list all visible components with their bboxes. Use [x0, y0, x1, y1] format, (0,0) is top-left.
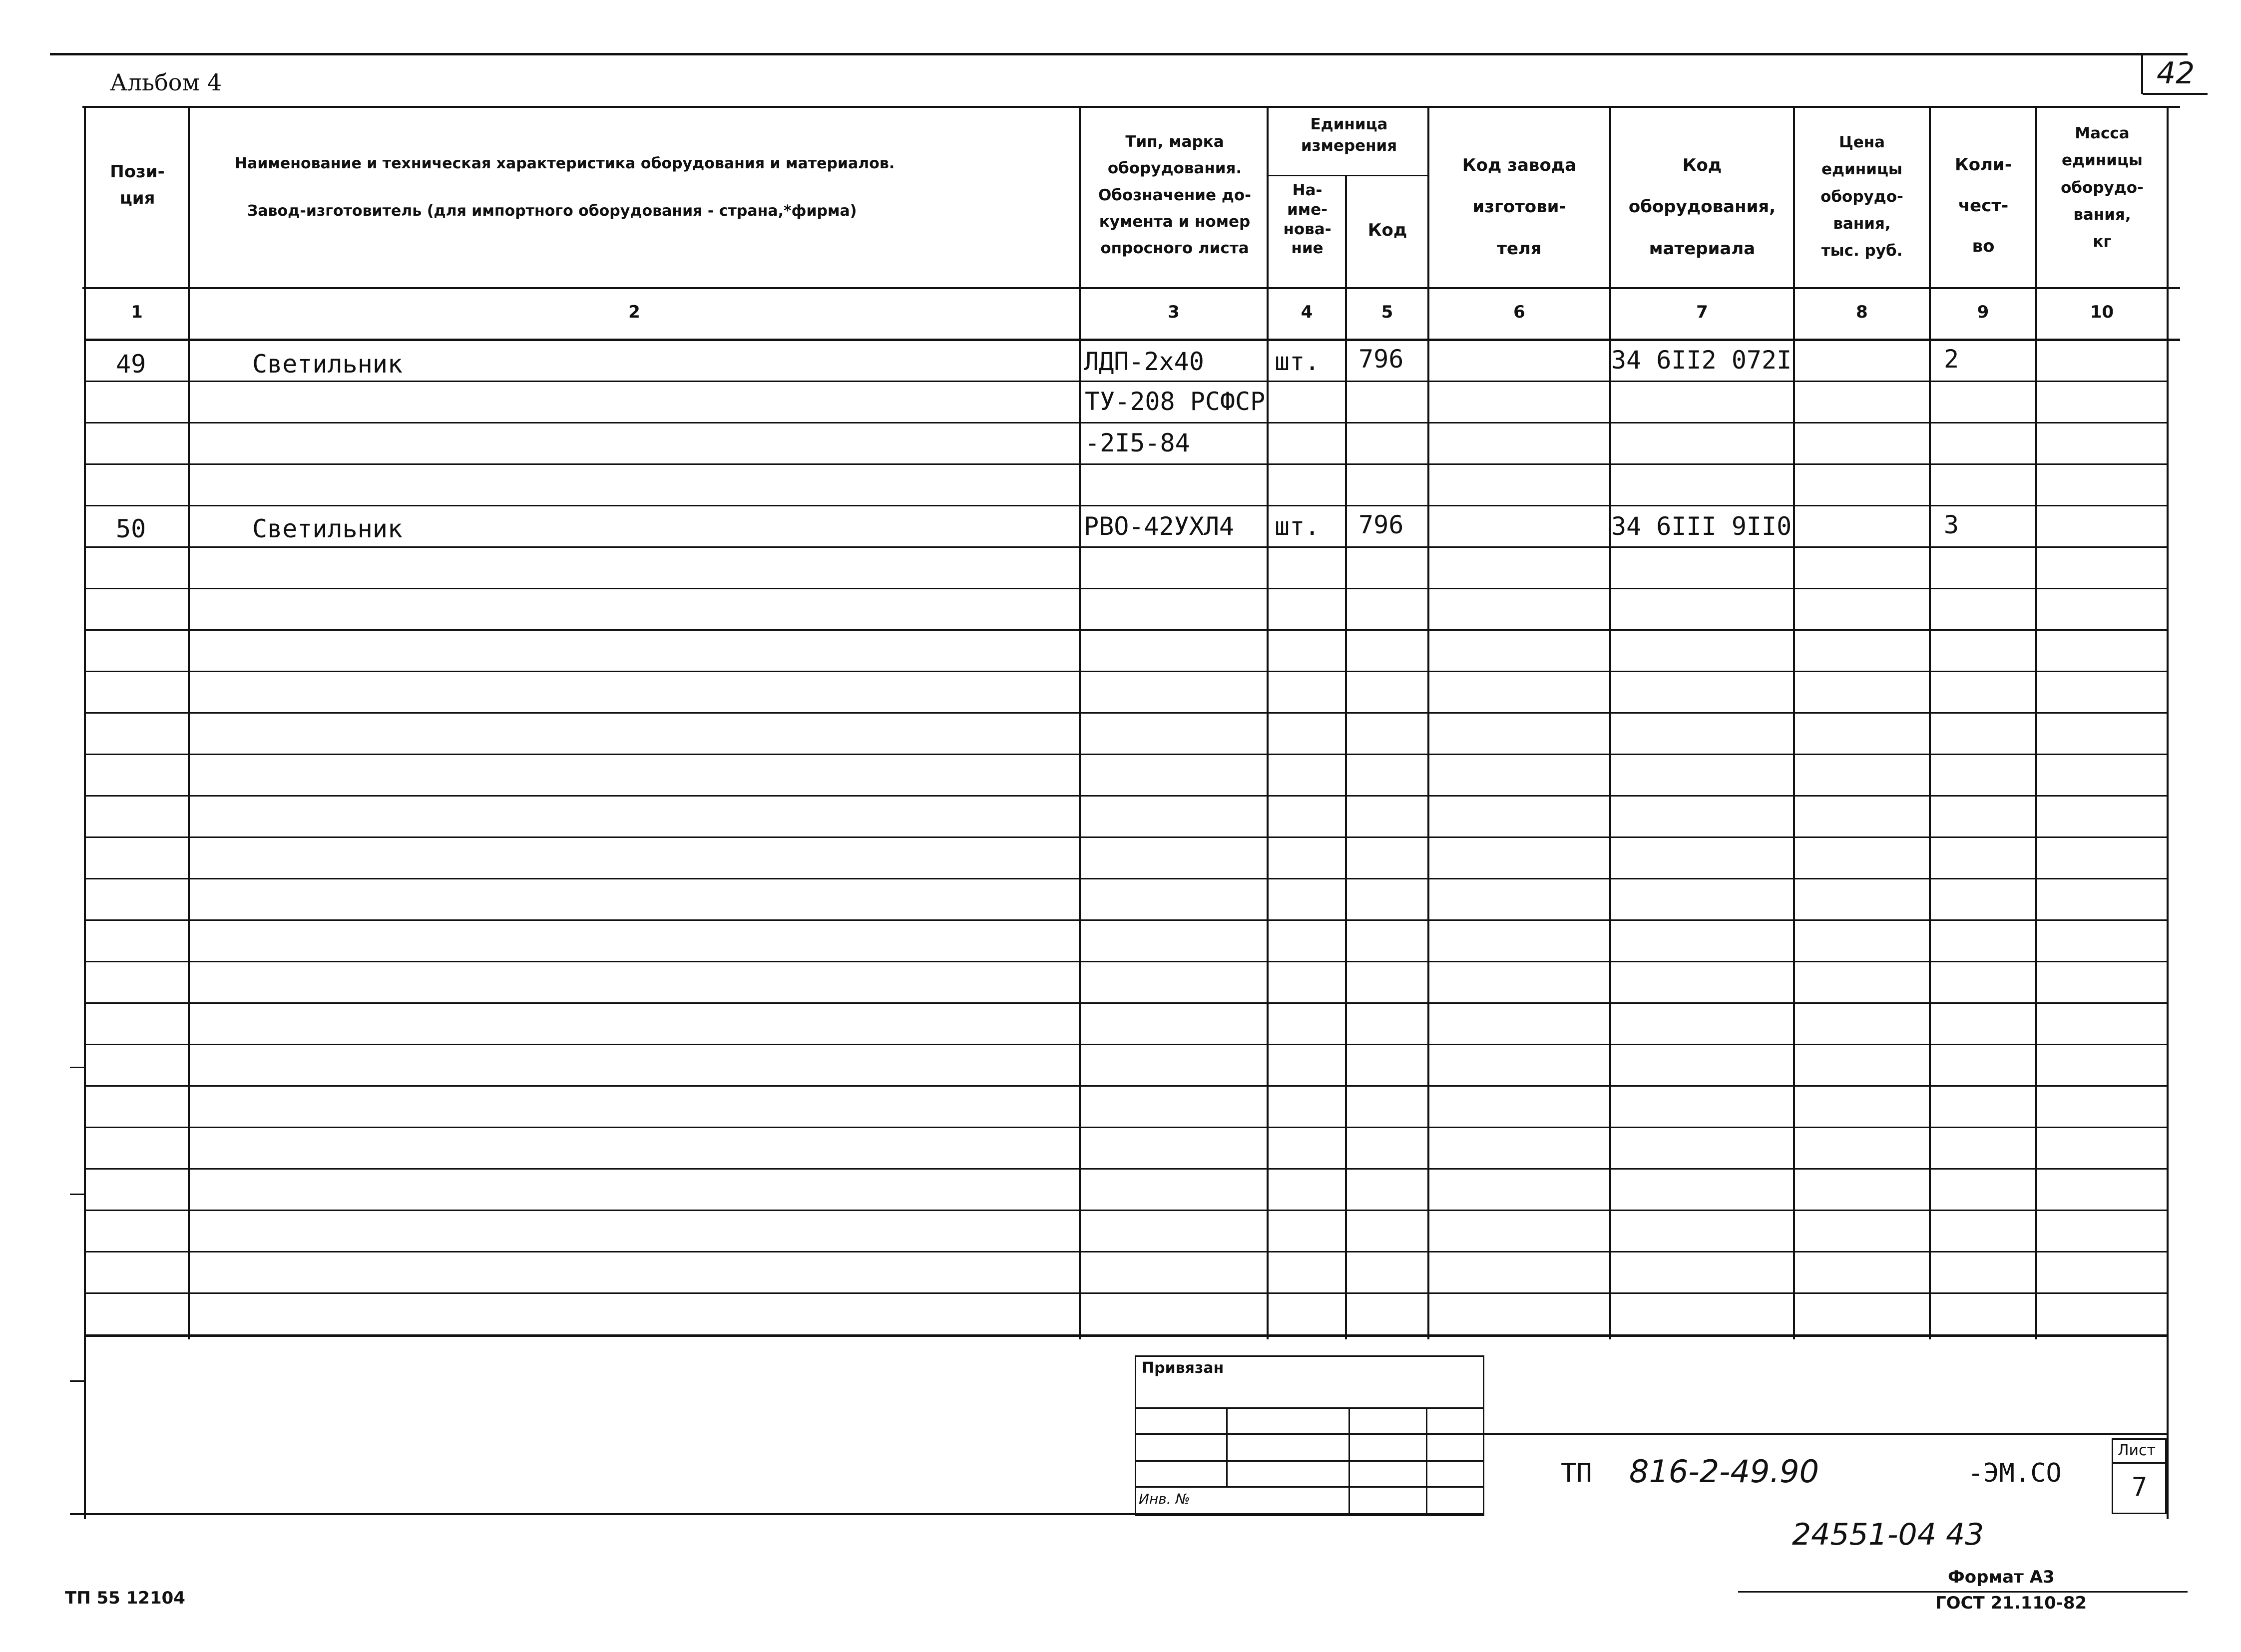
- doc-suffix: -ЭМ.СО: [1968, 1458, 2062, 1488]
- margin-mark: [70, 1194, 85, 1195]
- page-number-box-bottom: [2143, 93, 2208, 95]
- archive-number: 24551-04 43: [1792, 1517, 1984, 1552]
- col-divider-7: [1793, 106, 1795, 1339]
- column-number: 4: [1301, 302, 1313, 322]
- column-number: 2: [628, 302, 640, 322]
- row-equip-code: 34 6III 9II0: [1611, 512, 1792, 541]
- header-factory-code: Код завода изготови- теля: [1462, 155, 1577, 259]
- column-number: 3: [1168, 302, 1180, 322]
- col-divider-6: [1609, 106, 1611, 1339]
- col-divider-4: [1345, 176, 1347, 1339]
- col-divider-9: [2035, 106, 2037, 1339]
- header-bottom-border: [82, 287, 2180, 289]
- privyazan-row-line: [1135, 1407, 1484, 1409]
- row-line: [85, 961, 2167, 962]
- row-line: [85, 422, 2167, 423]
- inv-number-label: Инв. №: [1139, 1491, 1190, 1507]
- column-number: 5: [1381, 302, 1393, 322]
- privyazan-row-line: [1135, 1433, 1484, 1435]
- col-divider-8: [1929, 106, 1931, 1339]
- header-price: Цена единицы оборудо- вания, тыс. руб.: [1820, 133, 1903, 260]
- album-label: Альбом 4: [110, 69, 222, 96]
- header-qty: Коли- чест- во: [1955, 155, 2012, 257]
- stamp-title-top-line: [1483, 1433, 2169, 1435]
- row-line: [85, 754, 2167, 755]
- row-name: Светильник: [252, 514, 403, 543]
- column-numbers-bottom-border: [85, 339, 2180, 341]
- privyazan-col-line: [1226, 1407, 1228, 1487]
- col-divider-2: [1079, 106, 1081, 1339]
- margin-mark: [70, 1067, 85, 1068]
- col-divider-1: [188, 106, 190, 1339]
- top-border: [50, 53, 2188, 55]
- privyazan-row-line: [1135, 1460, 1484, 1462]
- row-line: [85, 1044, 2167, 1045]
- gost-label: ГОСТ 21.110-82: [1935, 1593, 2087, 1613]
- row-position: 49: [116, 350, 146, 379]
- header-name-line1: Наименование и техническая характеристика оборудования и материалов.: [235, 155, 895, 172]
- sheet-box-divider: [2112, 1462, 2167, 1464]
- row-line: [85, 463, 2167, 465]
- row-line: [85, 878, 2167, 879]
- row-unit: шт.: [1275, 512, 1320, 541]
- table-body-bottom: [85, 1334, 2167, 1337]
- row-unit-code: 796: [1358, 345, 1404, 374]
- footer-line: [1738, 1591, 2188, 1593]
- column-number: 8: [1856, 302, 1868, 322]
- privyazan-col-line: [1426, 1407, 1427, 1516]
- row-qty: 3: [1944, 510, 1959, 539]
- table-top-border: [82, 106, 2180, 108]
- row-line: [85, 505, 2167, 506]
- column-number: 7: [1696, 302, 1708, 322]
- row-type: РВО-42УХЛ4: [1084, 512, 1235, 541]
- row-line: [85, 1085, 2167, 1087]
- header-unit-name: На- име- нова- ние: [1283, 181, 1332, 258]
- header-equip-code: Код оборудования, материала: [1628, 155, 1776, 259]
- sheet-label: Лист: [2118, 1442, 2156, 1459]
- header-unit-code: Код: [1367, 220, 1407, 240]
- header-mass: Масса единицы оборудо- вания, кг: [2061, 124, 2144, 251]
- header-position: Пози- ция: [110, 162, 165, 208]
- row-line: [85, 381, 2167, 382]
- page-number-box-left: [2141, 53, 2143, 94]
- row-line: [85, 1292, 2167, 1294]
- row-line: [85, 712, 2167, 714]
- row-position: 50: [116, 514, 146, 543]
- row-line: [85, 795, 2167, 797]
- header-unit-group: Единица измерения: [1301, 115, 1397, 155]
- row-equip-code: 34 6II2 072I: [1611, 346, 1792, 375]
- row-line: [85, 1168, 2167, 1170]
- row-unit: шт.: [1275, 347, 1320, 376]
- sheet-value: 7: [2132, 1472, 2148, 1502]
- privyazan-col-line: [1348, 1407, 1350, 1516]
- left-code: ТП 55 12104: [65, 1588, 185, 1608]
- row-type: ТУ-208 РСФСР: [1085, 387, 1266, 416]
- privyazan-label: Привязан: [1142, 1359, 1224, 1377]
- table-right-border: [2167, 106, 2169, 1519]
- row-qty: 2: [1944, 345, 1959, 374]
- row-name: Светильник: [252, 350, 403, 379]
- row-line: [85, 629, 2167, 631]
- col-divider-5: [1427, 106, 1429, 1339]
- row-type: ЛДП-2х40: [1084, 347, 1204, 376]
- unit-group-divider: [1269, 175, 1428, 176]
- margin-mark: [70, 1380, 85, 1382]
- row-line: [85, 1127, 2167, 1128]
- privyazan-row-line: [1135, 1486, 1484, 1488]
- column-number: 9: [1977, 302, 1989, 322]
- row-line: [85, 1002, 2167, 1004]
- row-line: [85, 546, 2167, 548]
- column-number: 1: [131, 302, 143, 322]
- row-line: [85, 1251, 2167, 1252]
- format-label: Формат А3: [1948, 1567, 2055, 1587]
- row-line: [85, 671, 2167, 672]
- row-line: [85, 919, 2167, 921]
- row-unit-code: 796: [1358, 510, 1404, 539]
- row-type: -2I5-84: [1085, 428, 1190, 457]
- page-number: 42: [2157, 56, 2195, 91]
- header-type: Тип, марка оборудования. Обозначение до- кумента и номер опросного листа: [1098, 133, 1252, 258]
- col-divider-3: [1267, 106, 1269, 1339]
- doc-prefix: ТП: [1561, 1458, 1592, 1488]
- row-line: [85, 836, 2167, 838]
- column-number: 6: [1513, 302, 1525, 322]
- header-name-line2: Завод-изготовитель (для импортного оборудования - страна,*фирма): [247, 202, 857, 220]
- column-number: 10: [2090, 302, 2114, 322]
- row-line: [85, 588, 2167, 589]
- doc-number: 816-2-49.90: [1629, 1453, 1819, 1490]
- row-line: [85, 1210, 2167, 1211]
